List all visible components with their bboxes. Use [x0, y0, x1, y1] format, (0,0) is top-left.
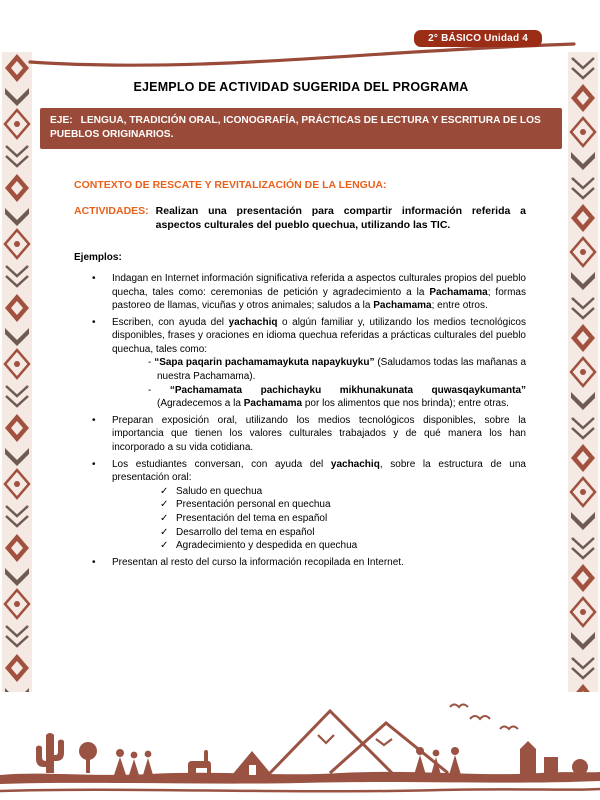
activities-label: ACTIVIDADES: [74, 204, 149, 217]
checklist-item [160, 526, 526, 540]
checklist-item [160, 498, 526, 512]
checklist-text: Agradecimiento y despedida en quechua [176, 540, 358, 552]
example-text: Presentan al resto del curso la información recopilada en Internet. [112, 556, 404, 568]
checklist-item [160, 512, 526, 526]
checklist-item [160, 485, 526, 499]
list-item [92, 556, 526, 570]
bullet-icon: • [92, 414, 96, 426]
example-item [112, 458, 526, 553]
list-item [92, 316, 526, 411]
checklist-text: Saludo en quechua [176, 485, 263, 497]
check-icon: ✓ [160, 499, 169, 511]
check-icon: ✓ [160, 485, 169, 497]
bullet-icon: • [92, 556, 96, 568]
quechua-phrase: - “Pachamamata pachichayku mikhunakunata quwasqaykumanta” (Agradecemos a la Pachamama por los alimentos que nos brinda); entre otras. [148, 384, 527, 410]
left-border-pattern-icon [2, 52, 32, 692]
example-text: Indagan en Internet información significativa referida a aspectos culturales propios del pueblo quecha, tales como: ceremonias de petición y agradecimiento a la Pachamama; formas pastoreo de llamas, vicuñas y otros animales; saludos a la Pachamama; entre otros. [112, 272, 526, 312]
bullet-icon: • [92, 316, 96, 328]
unit-badge: 2° BÁSICO Unidad 4 [414, 30, 542, 47]
eje-banner [40, 108, 562, 149]
check-icon: ✓ [160, 513, 169, 524]
checklist-text: Presentación del tema en español [176, 513, 328, 524]
bullet-icon: • [92, 272, 96, 284]
context-heading: CONTEXTO DE RESCATE Y REVITALIZACIÓN DE LA LENGUA: [74, 178, 387, 191]
checklist-text: Presentación personal en quechua [176, 499, 331, 511]
right-border-pattern-icon [568, 52, 598, 692]
activities-block [74, 204, 526, 232]
footer-illustration [0, 695, 600, 800]
example-item [112, 316, 526, 411]
example-text: Escriben, con ayuda del yachachiq o algún familiar y, utilizando los medios tecnológicos disponibles, frases y oraciones en idioma quechua referidas a prácticas culturales del pueblo quechua, tales como: [112, 316, 526, 355]
example-text: Preparan exposición oral, utilizando los medios tecnológicos disponibles, sobre la importancia que tienen los valores culturales trabajados y de qué manera los han incorporado a su vida cotidiana. [112, 414, 526, 454]
list-item [92, 272, 526, 313]
list-item [92, 458, 526, 553]
activities-text: Realizan una presentación para compartir información referida a aspectos culturales del pueblo quechua, utilizando las TIC. [155, 204, 526, 231]
content-area [40, 70, 562, 572]
quechua-phrase: - “Sapa paqarin pachamamaykuta napaykuyku” (Saludamos todas las mañanas a nuestra Pachamama). [148, 357, 527, 383]
list-item [92, 414, 526, 455]
check-icon: ✓ [160, 540, 169, 552]
examples-label: Ejemplos: [74, 251, 122, 263]
eje-text: LENGUA, TRADICIÓN ORAL, ICONOGRAFÍA, PRÁCTICAS DE LECTURA Y ESCRITURA DE LOS PUEBLOS ORIGINARIOS. [50, 115, 541, 141]
checklist-text: Desarrollo del tema en español [176, 526, 315, 538]
bullet-icon: • [92, 458, 96, 470]
page-title: EJEMPLO DE ACTIVIDAD SUGERIDA DEL PROGRAMA [133, 80, 469, 94]
eje-label: EJE: [50, 115, 73, 126]
examples-list [92, 272, 526, 569]
checklist-item [160, 539, 526, 553]
example-text: Los estudiantes conversan, con ayuda del yachachiq, sobre la estructura de una presentación oral: [112, 458, 526, 484]
check-icon: ✓ [160, 526, 169, 538]
